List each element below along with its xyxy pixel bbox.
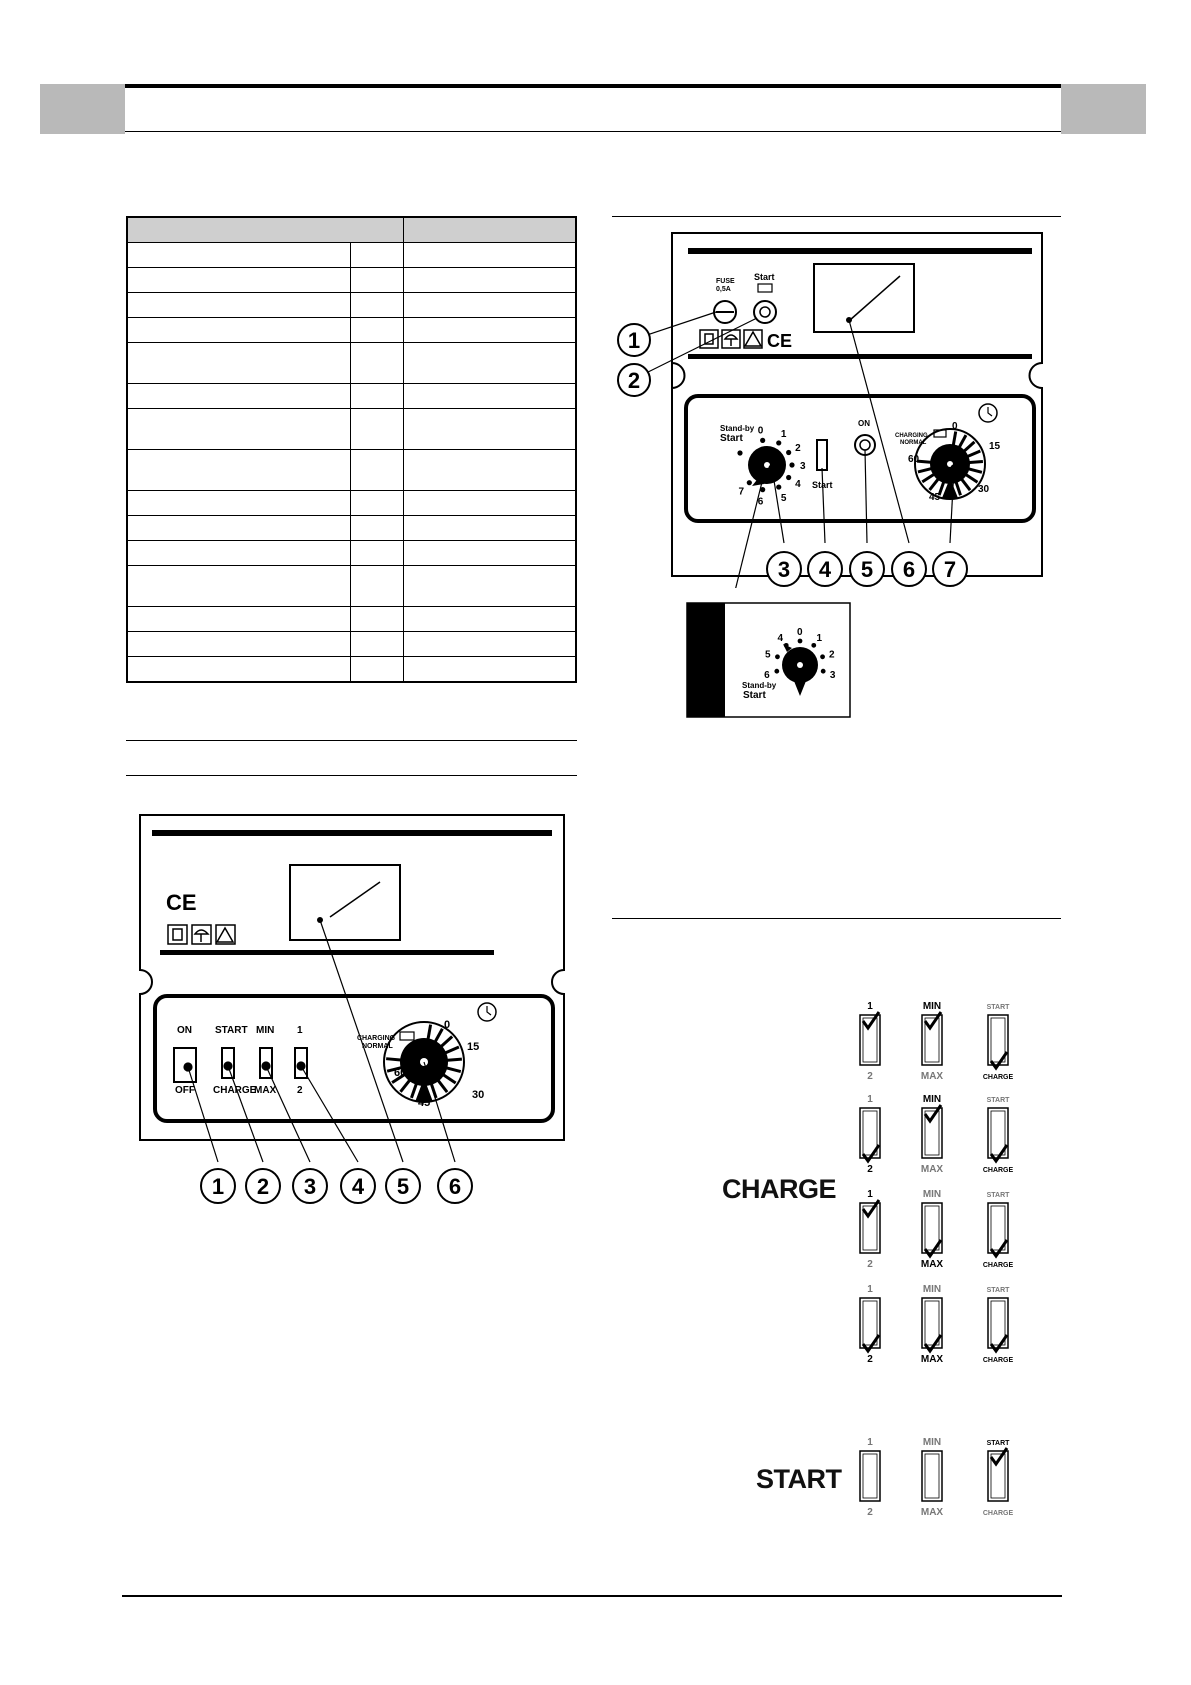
spec-table-cell: [351, 318, 404, 343]
svg-text:6: 6: [448, 1174, 462, 1199]
dial-tick-30: 30: [472, 1089, 485, 1101]
dial-tick-mark: [446, 1059, 462, 1060]
spec-table-row: [127, 516, 576, 541]
spec-table-cell: [127, 566, 351, 607]
callout-3: [293, 1169, 327, 1203]
svg-text:6: 6: [902, 557, 916, 582]
knob-tick-label: 2: [795, 443, 801, 454]
spec-table-cell: [127, 243, 351, 268]
spec-table-cell: [127, 343, 351, 384]
mode-switch-top-label: 1: [867, 1094, 873, 1105]
callout-4: [808, 552, 842, 586]
section-rule: [126, 740, 577, 741]
battery-icon: [400, 1032, 414, 1040]
dial-tick-mark: [967, 451, 981, 457]
spec-table: [126, 216, 577, 683]
dial-tick-mark: [444, 1047, 459, 1053]
mode-switch-top-label: 1: [867, 1189, 873, 1200]
mode-switch: [983, 1004, 1014, 1081]
dial-tick-45: 45: [929, 492, 941, 503]
spec-table-cell: [127, 491, 351, 516]
label-on: ON: [858, 419, 870, 428]
spec-table-row: [127, 491, 576, 516]
start-lamp-icon: [758, 284, 772, 292]
dial-tick-45: 45: [418, 1097, 431, 1109]
label-fuse-rating: 0,5A: [716, 286, 731, 293]
spec-table-header: [127, 217, 576, 243]
dial-tick-mark: [967, 469, 982, 473]
spec-table-cell: [404, 607, 577, 632]
spec-table-cell: [351, 516, 404, 541]
mode-switch-bottom-label: MAX: [920, 1354, 944, 1365]
spec-table-cell: [351, 450, 404, 491]
label-2: 2: [297, 1085, 303, 1096]
mode-switch: [860, 1284, 880, 1365]
svg-text:3: 3: [777, 557, 791, 582]
inset-knob-dot: [820, 654, 825, 659]
spec-table-row: [127, 318, 576, 343]
svg-text:4: 4: [818, 557, 832, 582]
knob-dot: [760, 438, 765, 443]
callout-5: [850, 552, 884, 586]
mode-switch-bottom-label: 2: [867, 1164, 873, 1175]
spec-table-cell: [127, 450, 351, 491]
mode-row: [860, 1284, 1013, 1365]
callout-3: [767, 552, 801, 586]
spec-table-cell: [351, 409, 404, 450]
dial-tick-mark: [961, 478, 970, 490]
inset-black-band: [687, 603, 725, 717]
mode-label-charge: CHARGE: [722, 1174, 837, 1204]
spec-table-cell: [351, 268, 404, 293]
spec-table-row: [127, 343, 576, 384]
section-rule: [612, 216, 1061, 217]
start-button-top[interactable]: [754, 301, 776, 323]
knob-tick-label: 3: [800, 461, 806, 472]
knob-dot: [789, 462, 794, 467]
mode-switch: [983, 1287, 1014, 1364]
inset-tick-label: 4: [777, 633, 784, 645]
label-start: START: [215, 1025, 248, 1036]
mode-switch: [860, 1437, 880, 1518]
inset-tick-label: 3: [829, 669, 836, 681]
mode-switch-top-label: START: [986, 1004, 1010, 1011]
mode-switch-bottom-label: MAX: [920, 1071, 944, 1082]
label-start-top: Start: [754, 272, 775, 282]
spec-table-cell: [404, 409, 577, 450]
spec-table-cell: [351, 541, 404, 566]
spec-table-cell: [404, 343, 577, 384]
spec-table-cell: [351, 384, 404, 409]
svg-text:4: 4: [351, 1174, 365, 1199]
ce-mark: CE: [767, 331, 793, 351]
callout-4: [341, 1169, 375, 1203]
mode-switch-top-label: START: [986, 1287, 1010, 1294]
inset-knob-dot: [811, 643, 816, 648]
section-rule: [612, 918, 1061, 919]
dial-tick-mark: [922, 474, 935, 482]
spec-table-row: [127, 384, 576, 409]
spec-table-row: [127, 243, 576, 268]
label-fuse: FUSE: [716, 278, 735, 285]
dial-tick-mark: [917, 461, 932, 462]
dial-tick-mark: [918, 468, 933, 472]
spec-table-cell: [127, 657, 351, 683]
dial-tick-mark: [959, 435, 966, 448]
label-standby: Stand-by: [720, 424, 755, 433]
callout-1: [618, 324, 650, 356]
spec-header-cell: [404, 217, 577, 243]
dial-tick-mark: [440, 1037, 452, 1048]
mode-switch-bottom-label: MAX: [920, 1259, 944, 1270]
ammeter: [814, 264, 914, 332]
spec-table-row: [127, 293, 576, 318]
svg-text:3: 3: [303, 1174, 317, 1199]
dial-tick-mark: [956, 481, 961, 495]
spec-table-cell: [404, 268, 577, 293]
spec-table-cell: [127, 318, 351, 343]
dial-tick-mark: [965, 474, 977, 482]
current-selector-knob[interactable]: [737, 438, 794, 492]
knob-tick-label: 5: [780, 492, 787, 504]
mode-switch: [921, 1189, 944, 1270]
svg-text:2: 2: [256, 1174, 270, 1199]
spec-header-cell: [127, 217, 404, 243]
inset-knob-dot: [821, 669, 826, 674]
knob-tick-label: 7: [738, 486, 745, 498]
inset-tick-label: 5: [765, 649, 771, 661]
knob-dot: [776, 440, 781, 445]
mode-switch: [921, 1284, 944, 1365]
spec-table-cell: [404, 491, 577, 516]
clock-icon: [478, 1003, 496, 1021]
dial-label-normal: NORMAL: [362, 1043, 393, 1050]
mode-row: [860, 1437, 1013, 1518]
spec-table-cell: [351, 657, 404, 683]
dial-tick-15: 15: [989, 441, 1001, 452]
label-on: ON: [177, 1025, 192, 1036]
svg-text:7: 7: [943, 557, 957, 582]
mode-switch-bottom-label: MAX: [920, 1507, 944, 1518]
label-max: MAX: [254, 1085, 277, 1096]
header-right-block: [1061, 84, 1146, 134]
svg-text:2: 2: [627, 368, 641, 393]
header-title-bar: [125, 84, 1061, 132]
mode-row: [860, 1094, 1013, 1175]
dial-label-charging: CHARGING: [357, 1035, 396, 1042]
spec-table-cell: [404, 516, 577, 541]
dial-tick-mark: [428, 1025, 431, 1041]
knob-tick-label: 6: [757, 496, 764, 508]
charger-panel-diagram-b: [612, 228, 1062, 588]
svg-text:1: 1: [211, 1174, 225, 1199]
mode-switch-bottom-label: CHARGE: [982, 1262, 1014, 1269]
safety-symbols: [700, 330, 762, 348]
ammeter-needle: [330, 882, 380, 917]
section-rule: [126, 775, 577, 776]
callout-2: [618, 364, 650, 396]
spec-table-cell: [127, 632, 351, 657]
dial-tick-mark: [386, 1059, 402, 1060]
mode-row: [860, 1189, 1013, 1270]
inset-tick-label: 2: [828, 649, 835, 661]
dial-tick-mark: [930, 478, 939, 490]
spec-table-cell: [404, 632, 577, 657]
spec-table-cell: [127, 516, 351, 541]
spec-table-cell: [127, 607, 351, 632]
clock-icon: [979, 404, 997, 422]
inset-tick-label: 1: [816, 633, 823, 645]
selector-knob-inset: [686, 602, 851, 718]
mode-switch: [921, 1094, 944, 1175]
inset-label-start: Start: [743, 690, 766, 701]
mode-switch: [860, 1001, 880, 1082]
panel-top-bar: [152, 830, 552, 836]
mode-switch-bottom-label: CHARGE: [982, 1074, 1014, 1081]
knob-tick-label: 0: [757, 425, 764, 437]
mode-switch: [860, 1094, 880, 1175]
spec-table-cell: [351, 491, 404, 516]
mode-row: [860, 1001, 1013, 1082]
dial-tick-mark: [953, 432, 956, 447]
dial-tick-0: 0: [444, 1019, 451, 1031]
dial-tick-mark: [445, 1068, 460, 1072]
mode-switch-bottom-label: MAX: [920, 1164, 944, 1175]
mode-switch-top-label: MIN: [922, 1284, 942, 1295]
spec-table-cell: [404, 657, 577, 683]
inset-tick-label: 6: [764, 669, 770, 681]
spec-table-cell: [404, 450, 577, 491]
mode-switch-bottom-label: CHARGE: [982, 1510, 1014, 1517]
knob-dot: [786, 450, 791, 455]
spec-table-cell: [404, 384, 577, 409]
callout-1: [201, 1169, 235, 1203]
mode-switch-bottom-label: 2: [867, 1259, 873, 1270]
mode-switch-top-label: MIN: [922, 1094, 942, 1105]
dial-label-normal: NORMAL: [900, 440, 927, 446]
label-min: MIN: [256, 1025, 275, 1036]
dial-tick-mark: [442, 1074, 455, 1083]
knob-dot: [747, 480, 752, 485]
dial-tick-30: 30: [978, 484, 990, 495]
knob-dot: [737, 450, 742, 455]
fuse-holder[interactable]: [714, 301, 736, 323]
dial-tick-mark: [400, 1079, 410, 1092]
spec-table-row: [127, 450, 576, 491]
spec-table-cell: [127, 384, 351, 409]
mode-switch-diagram: [840, 995, 1055, 1530]
label-off: OFF: [175, 1085, 195, 1096]
spec-table-body: [127, 217, 576, 682]
label-start-knob: Start: [720, 433, 743, 444]
knob-tick-label: 1: [780, 429, 787, 441]
panel-top-bar: [688, 248, 1032, 254]
spec-table-row: [127, 541, 576, 566]
mode-switch-top-label: START: [986, 1440, 1010, 1447]
dial-tick-mark: [411, 1083, 416, 1098]
mode-label-start: START: [756, 1464, 842, 1494]
header-left-block: [40, 84, 125, 134]
spec-table-cell: [127, 409, 351, 450]
footer-rule: [122, 1595, 1062, 1597]
svg-text:5: 5: [396, 1174, 410, 1199]
control-frame: [686, 396, 1034, 521]
panel-mid-bar: [688, 354, 1032, 359]
inset-knob-dot: [774, 669, 779, 674]
mode-switch-bottom-label: CHARGE: [982, 1167, 1014, 1174]
spec-table-cell: [127, 541, 351, 566]
mode-switch: [983, 1440, 1014, 1517]
label-start-switch: Start: [812, 480, 833, 490]
mode-switch-top-label: 1: [867, 1001, 873, 1012]
knob-dot: [786, 475, 791, 480]
panel-mid-bar: [160, 950, 494, 955]
dial-tick-60: 60: [908, 454, 920, 465]
dial-label-charging: CHARGING: [895, 433, 928, 439]
knob-tick-label: 4: [795, 479, 801, 490]
inset-knob-dot: [798, 639, 803, 644]
inset-knob-dot: [784, 643, 789, 648]
dial-tick-0: 0: [952, 421, 958, 432]
svg-text:5: 5: [860, 557, 874, 582]
mode-switch-bottom-label: 2: [867, 1354, 873, 1365]
spec-table-cell: [404, 293, 577, 318]
dial-tick-60: 60: [394, 1067, 407, 1079]
spec-table-cell: [351, 566, 404, 607]
spec-table-cell: [351, 293, 404, 318]
ammeter: [290, 865, 400, 940]
inset-knob-dot: [775, 654, 780, 659]
mode-switch-top-label: 1: [867, 1284, 873, 1295]
spec-table-cell: [127, 268, 351, 293]
inset-label-standby: Stand-by: [742, 681, 777, 690]
dial-tick-mark: [435, 1029, 443, 1043]
callout-5: [386, 1169, 420, 1203]
spec-table-cell: [351, 243, 404, 268]
mode-switch-bottom-label: CHARGE: [982, 1357, 1014, 1364]
mode-switch-top-label: START: [986, 1192, 1010, 1199]
inset-tick-label: 0: [797, 627, 803, 638]
svg-text:1: 1: [627, 328, 641, 353]
spec-table-row: [127, 268, 576, 293]
mode-switch-top-label: START: [986, 1097, 1010, 1104]
label-1: 1: [297, 1025, 303, 1036]
spec-table-cell: [351, 343, 404, 384]
mode-switch: [921, 1001, 944, 1082]
ammeter-needle: [850, 276, 900, 320]
mode-switch-bottom-label: 2: [867, 1071, 873, 1082]
mode-switch: [983, 1097, 1014, 1174]
callout-7: [933, 552, 967, 586]
mode-switch: [983, 1192, 1014, 1269]
label-charge: CHARGE: [213, 1085, 257, 1096]
mode-switch-bottom-label: 2: [867, 1507, 873, 1518]
dial-tick-mark: [963, 442, 974, 452]
mode-switch: [921, 1437, 944, 1518]
charger-panel-diagram-a: [130, 810, 575, 1210]
mode-switch-top-label: MIN: [922, 1437, 942, 1448]
ce-mark: CE: [166, 890, 197, 915]
control-frame: [155, 996, 553, 1121]
safety-symbols: [168, 925, 235, 944]
dial-tick-mark: [437, 1079, 447, 1092]
mode-switch-top-label: 1: [867, 1437, 873, 1448]
mode-switch: [860, 1189, 880, 1270]
knob-dot: [776, 484, 781, 489]
spec-table-cell: [351, 607, 404, 632]
dial-tick-15: 15: [467, 1041, 480, 1053]
callout-6: [438, 1169, 472, 1203]
dial-tick-mark: [968, 462, 983, 463]
mode-switch-top-label: MIN: [922, 1189, 942, 1200]
spec-table-row: [127, 409, 576, 450]
spec-table-cell: [351, 632, 404, 657]
start-switch[interactable]: [817, 440, 827, 470]
spec-table-row: [127, 632, 576, 657]
spec-table-cell: [404, 541, 577, 566]
spec-table-row: [127, 566, 576, 607]
callout-2: [246, 1169, 280, 1203]
spec-table-row: [127, 607, 576, 632]
spec-table-row: [127, 657, 576, 683]
spec-table-cell: [404, 566, 577, 607]
spec-table-cell: [404, 318, 577, 343]
mode-switch-top-label: MIN: [922, 1001, 942, 1012]
spec-table-cell: [127, 293, 351, 318]
callout-6: [892, 552, 926, 586]
spec-table-cell: [404, 243, 577, 268]
